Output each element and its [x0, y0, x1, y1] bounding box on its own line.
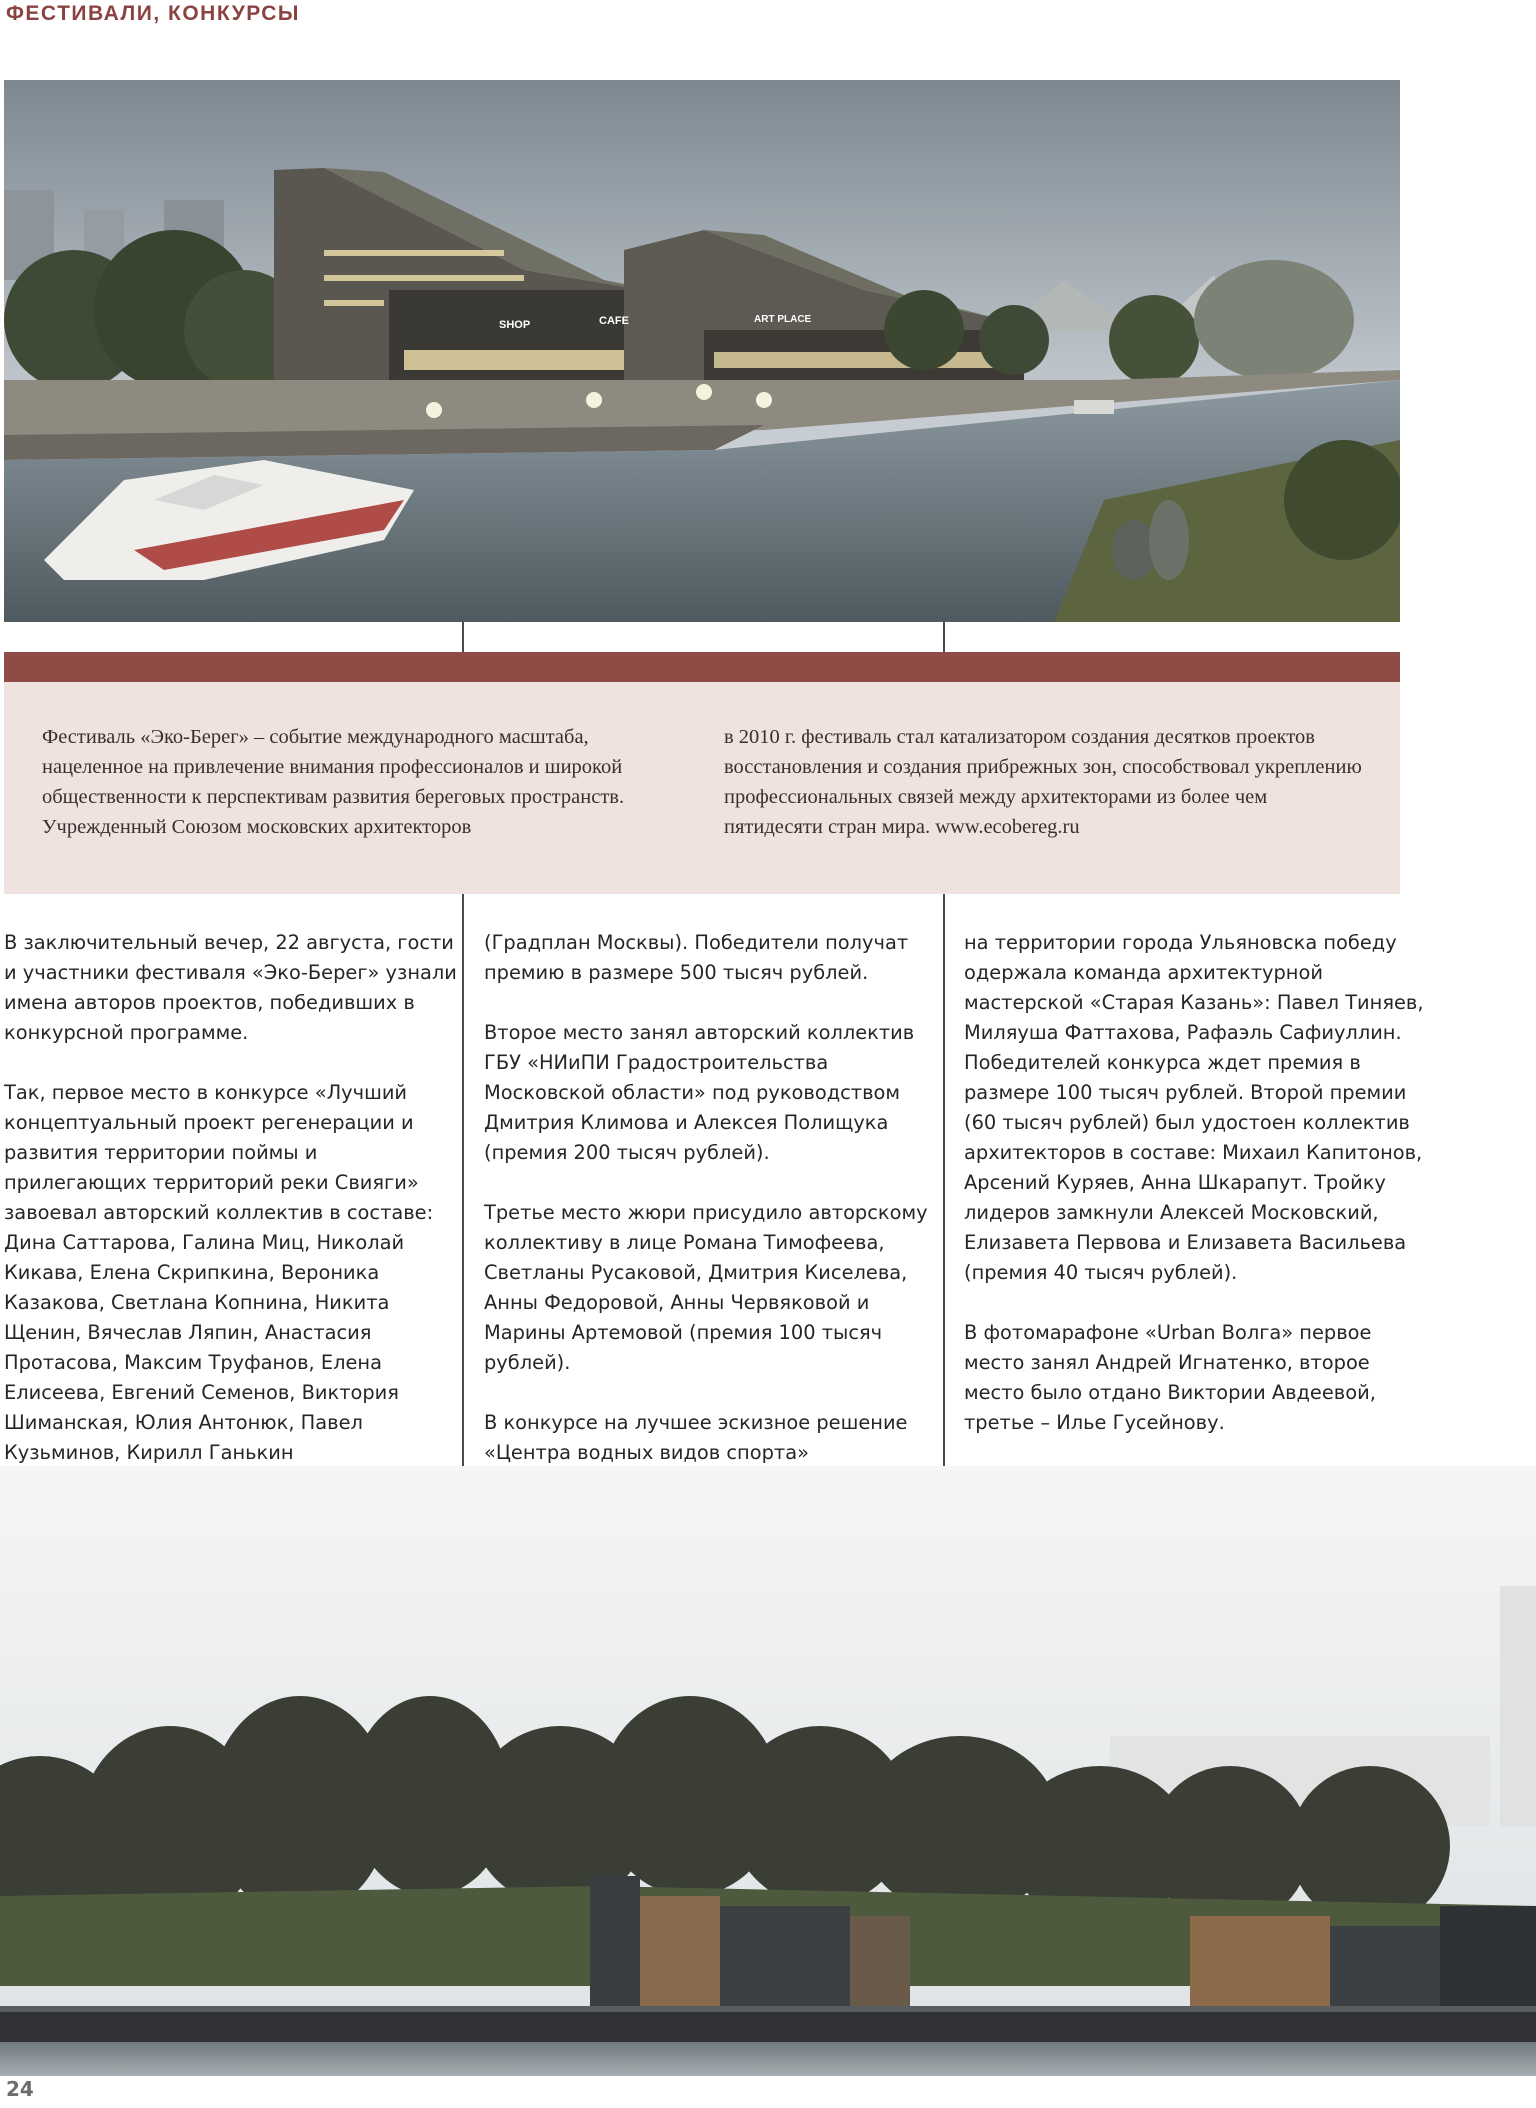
section-title: ФЕСТИВАЛИ, КОНКУРСЫ — [6, 2, 300, 25]
accent-band — [4, 652, 1400, 682]
article-column-3 — [964, 928, 1424, 1438]
column-divider-top-1 — [462, 622, 464, 652]
page-number: 24 — [6, 2077, 34, 2101]
hero-image-embankment-render — [4, 80, 1400, 622]
article-paragraph: В конкурсе на лучшее эскизное решение «Центра водных видов спорта» — [484, 1411, 908, 1464]
bottom-image-water-sports-center — [0, 1466, 1536, 2076]
intro-text-left: Фестиваль «Эко-Берег» – событие международного масштаба, нацеленное на привлечение внимания профессионалов и широкой общественности к перспективам развития береговых пространств. Учрежденный Союзом московских архитекторов — [42, 726, 625, 838]
article-paragraph: на территории города Ульяновска победу одержала команда архитектурной мастерской «Старая Казань»: Павел Тиняев, Миляуша Фаттахова, Рафаэль Сафиуллин. Победителей конкурса ждет премия в размере 100 тысяч рублей. Второй премии (60 тысяч рублей) был удостоен коллектив архитекторов в составе: Михаил Капитонов, Арсений Куряев, Анна Шкарапут. Тройку лидеров замкнули Алексей Московский, Елизавета Первова и Елизавета Васильева (премия 40 тысяч рублей). — [964, 931, 1424, 1284]
intro-text-right: в 2010 г. фестиваль стал катализатором создания десятков проектов восстановления и создания прибрежных зон, способствовал укреплению профессиональных связей между архитекторами из более чем пятидесяти стран мира. www.ecobereg.ru — [724, 726, 1362, 838]
sign-cafe: CAFE — [599, 315, 629, 327]
article-paragraph: В заключительный вечер, 22 августа, гости и участники фестиваля «Эко-Берег» узнали имена авторов проектов, победивших в конкурсной программе. — [4, 931, 457, 1044]
column-divider-top-2 — [943, 622, 945, 652]
article-column-2 — [484, 928, 944, 1468]
article-paragraph: Третье место жюри присудило авторскому коллективу в лице Романа Тимофеева, Светланы Русаковой, Дмитрия Киселева, Анны Федоровой, Анны Червяковой и Марины Артемовой (премия 100 тысяч рублей). — [484, 1201, 928, 1374]
article-column-1 — [4, 928, 464, 1468]
sign-art-place: ART PLACE — [754, 314, 812, 325]
article-paragraph: Так, первое место в конкурсе «Лучший концептуальный проект регенерации и развития территории поймы и прилегающих территорий реки Свияги» завоевал авторский коллектив в составе: Дина Саттарова, Галина Миц, Николай Кикава, Елена Скрипкина, Вероника Казакова, Светлана Копнина, Никита Щенин, Вячеслав Ляпин, Анастасия Протасова, Максим Труфанов, Елена Елисеева, Евгений Семенов, Виктория Шиманская, Юлия Антонюк, Павел Кузьминов, Кирилл Ганькин — [4, 1081, 434, 1464]
article-paragraph: (Градплан Москвы). Победители получат премию в размере 500 тысяч рублей. — [484, 931, 909, 984]
article-paragraph: В фотомарафоне «Urban Волга» первое место занял Андрей Игнатенко, второе место было отдано Виктории Авдеевой, третье – Илье Гусейнову. — [964, 1321, 1376, 1434]
sign-shop: SHOP — [499, 319, 531, 331]
article-paragraph: Второе место занял авторский коллектив ГБУ «НИиПИ Градостроительства Московской области» под руководством Дмитрия Климова и Алексея Полищука (премия 200 тысяч рублей). — [484, 1021, 915, 1164]
intro-box — [4, 682, 1400, 894]
